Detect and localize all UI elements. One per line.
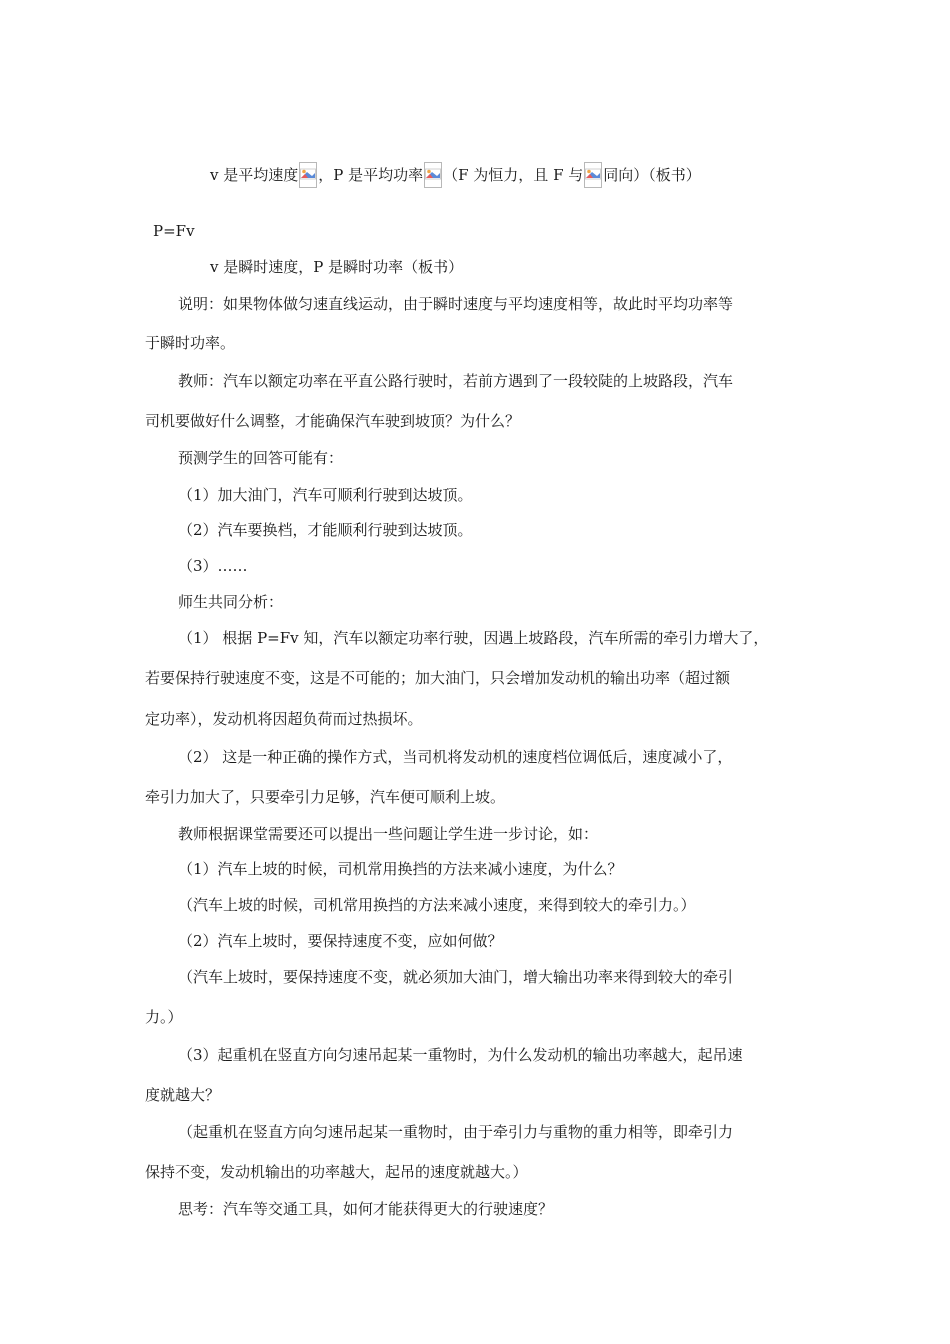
text-constant-force: （F 为恒力，且 F 与 bbox=[443, 166, 584, 184]
paragraph-analysis-1-end: 定功率），发动机将因超负荷而过热损坏。 bbox=[145, 710, 423, 728]
text-average-velocity: v 是平均速度 bbox=[210, 166, 299, 184]
paragraph-analysis-2: （2） 这是一种正确的操作方式，当司机将发动机的速度档位调低后，速度减小了， bbox=[178, 748, 733, 766]
paragraph-explanation: 说明：如果物体做匀速直线运动，由于瞬时速度与平均速度相等，故此时平均功率等 bbox=[178, 295, 734, 313]
text-analysis-heading: 师生共同分析： bbox=[178, 593, 284, 611]
paragraph-analysis-1: （1） 根据 P=Fv 知，汽车以额定功率行驶，因遇上坡路段，汽车所需的牵引力增大了， bbox=[178, 629, 769, 647]
paragraph-explanation-cont: 于瞬时功率。 bbox=[145, 334, 236, 352]
list-item-answer-1: （1）加大油门，汽车可顺利行驶到达坡顶。 bbox=[178, 486, 473, 504]
list-item-question-2: （2）汽车上坡时，要保持速度不变，应如何做？ bbox=[178, 932, 503, 950]
list-item-answer-2: （2）汽车要换档，才能顺利行驶到达坡顶。 bbox=[178, 521, 473, 539]
text-average-power: ，P 是平均功率 bbox=[318, 166, 424, 184]
broken-image-icon bbox=[424, 162, 442, 188]
list-item-answer-q3-cont: 保持不变，发动机输出的功率越大，起吊的速度就越大。） bbox=[145, 1163, 528, 1181]
text-further-discussion: 教师根据课堂需要还可以提出一些问题让学生进一步讨论，如： bbox=[178, 825, 599, 843]
list-item-answer-q3: （起重机在竖直方向匀速吊起某一重物时，由于牵引力与重物的重力相等，即牵引力 bbox=[178, 1123, 734, 1141]
broken-image-icon bbox=[299, 162, 317, 188]
text-predict: 预测学生的回答可能有： bbox=[178, 449, 344, 467]
list-item-answer-q1: （汽车上坡的时候，司机常用换挡的方法来减小速度，来得到较大的牵引力。） bbox=[178, 896, 696, 914]
list-item-answer-q2-cont: 力。） bbox=[145, 1008, 183, 1026]
text-instant: v 是瞬时速度，P 是瞬时功率（板书） bbox=[210, 258, 464, 276]
list-item-question-3-cont: 度就越大？ bbox=[145, 1086, 221, 1104]
broken-image-icon bbox=[584, 162, 602, 188]
text-think: 思考：汽车等交通工具，如何才能获得更大的行驶速度？ bbox=[178, 1200, 554, 1218]
paragraph-teacher-question-cont: 司机要做好什么调整，才能确保汽车驶到坡顶？为什么？ bbox=[145, 412, 521, 430]
formula-explanation-average bbox=[210, 162, 701, 188]
list-item-question-1: （1）汽车上坡的时候，司机常用换挡的方法来减小速度，为什么？ bbox=[178, 860, 623, 878]
list-item-answer-q2: （汽车上坡时，要保持速度不变，就必须加大油门，增大输出功率来得到较大的牵引 bbox=[178, 968, 734, 986]
list-item-question-3: （3）起重机在竖直方向匀速吊起某一重物时，为什么发动机的输出功率越大，起吊速 bbox=[178, 1046, 743, 1064]
paragraph-teacher-question: 教师：汽车以额定功率在平直公路行驶时，若前方遇到了一段较陡的上坡路段，汽车 bbox=[178, 372, 734, 390]
text-same-direction: 同向）（板书） bbox=[603, 166, 701, 184]
formula-p-fv: P=Fv bbox=[153, 222, 195, 240]
paragraph-analysis-1-cont: 若要保持行驶速度不变，这是不可能的；加大油门，只会增加发动机的输出功率（超过额 bbox=[145, 669, 731, 687]
paragraph-analysis-2-cont: 牵引力加大了，只要牵引力足够，汽车便可顺利上坡。 bbox=[145, 788, 506, 806]
list-item-answer-3: （3）…… bbox=[178, 557, 248, 575]
